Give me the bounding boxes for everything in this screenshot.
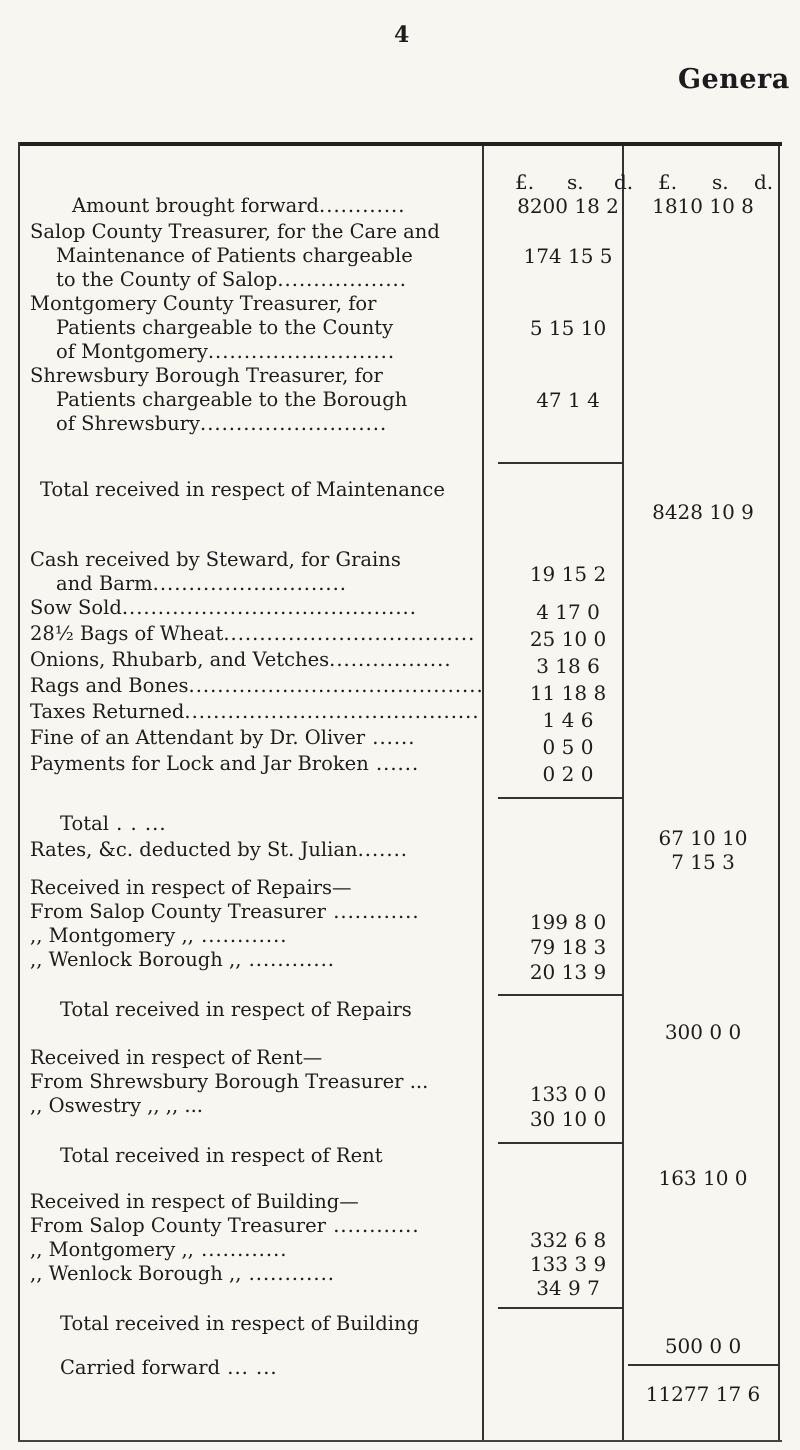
building-item-1: From Salop County Treasurer ............ bbox=[30, 1214, 420, 1237]
rent-item-2: ,, Oswestry ,, ,, ... bbox=[30, 1094, 203, 1117]
maintenance-item-3-line-3: of Shrewsbury.......................... bbox=[56, 412, 388, 435]
repairs-total: 300 0 0 bbox=[664, 1020, 742, 1044]
table-right-border bbox=[778, 146, 780, 1440]
cash-item-4: Onions, Rhubarb, and Vetches................. bbox=[30, 648, 452, 671]
cash-item-3-amount: 25 10 0 bbox=[529, 627, 607, 651]
building-item-1-amount: 332 6 8 bbox=[529, 1228, 607, 1252]
rent-item-2-amount: 30 10 0 bbox=[529, 1107, 607, 1131]
maintenance-item-3-line-1: Shrewsbury Borough Treasurer, for bbox=[30, 364, 383, 387]
maintenance-item-3-amount: 47 1 4 bbox=[536, 388, 600, 412]
running-head: Genera bbox=[678, 64, 790, 95]
table-top-rule bbox=[18, 142, 782, 146]
rent-total: 163 10 0 bbox=[658, 1166, 748, 1190]
pounds-header-2: £. bbox=[658, 170, 678, 194]
cash-item-7: Fine of an Attendant by Dr. Oliver ...... bbox=[30, 726, 416, 749]
rent-subtotal-rule bbox=[498, 1142, 622, 1144]
carried-forward-label: Carried forward ... ... bbox=[60, 1356, 278, 1379]
cash-item-5: Rags and Bones......................................... bbox=[30, 674, 484, 697]
pence-header: d. bbox=[614, 170, 634, 194]
cash-total: 67 10 10 bbox=[658, 826, 748, 850]
maintenance-subtotal-rule bbox=[498, 462, 622, 464]
maintenance-total: 8428 10 9 bbox=[652, 500, 754, 524]
maintenance-item-1-line-3: to the County of Salop.................. bbox=[56, 268, 407, 291]
brought-forward-amount: 1810 10 8 bbox=[652, 194, 754, 218]
cash-item-1-amount: 19 15 2 bbox=[529, 562, 607, 586]
repairs-total-label: Total received in respect of Repairs bbox=[60, 998, 412, 1021]
rates-label: Rates, &c. deducted by St. Julian....... bbox=[30, 838, 408, 861]
cash-total-label: Total . . ... bbox=[60, 812, 167, 835]
maintenance-item-2-line-3: of Montgomery.......................... bbox=[56, 340, 396, 363]
maintenance-item-1-line-2: Maintenance of Patients chargeable bbox=[56, 244, 413, 267]
brought-forward-label: Amount brought forward............ bbox=[72, 194, 406, 217]
building-item-2-amount: 133 3 9 bbox=[529, 1252, 607, 1276]
cash-item-6-amount: 1 4 6 bbox=[542, 708, 594, 732]
building-subtotal-rule bbox=[498, 1307, 622, 1309]
shillings-header-2: s. bbox=[712, 170, 729, 194]
pounds-header: £. bbox=[515, 170, 535, 194]
maintenance-item-3-line-2: Patients chargeable to the Borough bbox=[56, 388, 408, 411]
pence-header-2: d. bbox=[754, 170, 774, 194]
rent-total-label: Total received in respect of Rent bbox=[60, 1144, 383, 1167]
cash-item-4-amount: 3 18 6 bbox=[536, 654, 600, 678]
table-left-border bbox=[18, 142, 20, 1442]
carried-forward-rule bbox=[628, 1364, 778, 1366]
brought-forward-subtotal: 8200 18 2 bbox=[517, 194, 619, 218]
cash-item-1-line-2: and Barm........................... bbox=[56, 572, 347, 595]
building-item-3: ,, Wenlock Borough ,, ............ bbox=[30, 1262, 335, 1285]
table-bottom-rule bbox=[18, 1440, 782, 1442]
repairs-item-1: From Salop County Treasurer ............ bbox=[30, 900, 420, 923]
rent-item-1: From Shrewsbury Borough Treasurer ... bbox=[30, 1070, 429, 1093]
repairs-item-3: ,, Wenlock Borough ,, ............ bbox=[30, 948, 335, 971]
maintenance-item-1-amount: 174 15 5 bbox=[523, 244, 613, 268]
repairs-item-1-amount: 199 8 0 bbox=[529, 910, 607, 934]
maintenance-item-2-line-1: Montgomery County Treasurer, for bbox=[30, 292, 377, 315]
cash-item-2: Sow Sold......................................... bbox=[30, 596, 417, 619]
cash-item-1-line-1: Cash received by Steward, for Grains bbox=[30, 548, 401, 571]
building-total: 500 0 0 bbox=[664, 1334, 742, 1358]
rent-item-1-amount: 133 0 0 bbox=[529, 1082, 607, 1106]
building-total-label: Total received in respect of Building bbox=[60, 1312, 420, 1335]
cash-subtotal-rule bbox=[498, 797, 622, 799]
cash-item-5-amount: 11 18 8 bbox=[529, 681, 607, 705]
maintenance-item-2-line-2: Patients chargeable to the County bbox=[56, 316, 394, 339]
carried-forward-amount: 11277 17 6 bbox=[645, 1382, 761, 1406]
maintenance-item-2-amount: 5 15 10 bbox=[529, 316, 607, 340]
building-item-3-amount: 34 9 7 bbox=[536, 1276, 600, 1300]
repairs-item-2: ,, Montgomery ,, ............ bbox=[30, 924, 288, 947]
repairs-heading: Received in respect of Repairs— bbox=[30, 876, 352, 899]
rent-heading: Received in respect of Rent— bbox=[30, 1046, 323, 1069]
repairs-item-3-amount: 20 13 9 bbox=[529, 960, 607, 984]
maintenance-total-label: Total received in respect of Maintenance bbox=[40, 478, 445, 501]
cash-item-2-amount: 4 17 0 bbox=[536, 600, 600, 624]
cash-item-3: 28½ Bags of Wheat................................... bbox=[30, 622, 476, 645]
column-divider-1 bbox=[482, 146, 484, 1440]
cash-item-8: Payments for Lock and Jar Broken ...... bbox=[30, 752, 420, 775]
repairs-subtotal-rule bbox=[498, 994, 622, 996]
repairs-item-2-amount: 79 18 3 bbox=[529, 935, 607, 959]
cash-item-7-amount: 0 5 0 bbox=[542, 735, 594, 759]
maintenance-item-1-line-1: Salop County Treasurer, for the Care and bbox=[30, 220, 440, 243]
building-item-2: ,, Montgomery ,, ............ bbox=[30, 1238, 288, 1261]
shillings-header: s. bbox=[567, 170, 584, 194]
page-number: 4 bbox=[394, 22, 410, 48]
cash-item-6: Taxes Returned......................................... bbox=[30, 700, 480, 723]
rates-amount: 7 15 3 bbox=[671, 850, 735, 874]
building-heading: Received in respect of Building— bbox=[30, 1190, 359, 1213]
cash-item-8-amount: 0 2 0 bbox=[542, 762, 594, 786]
